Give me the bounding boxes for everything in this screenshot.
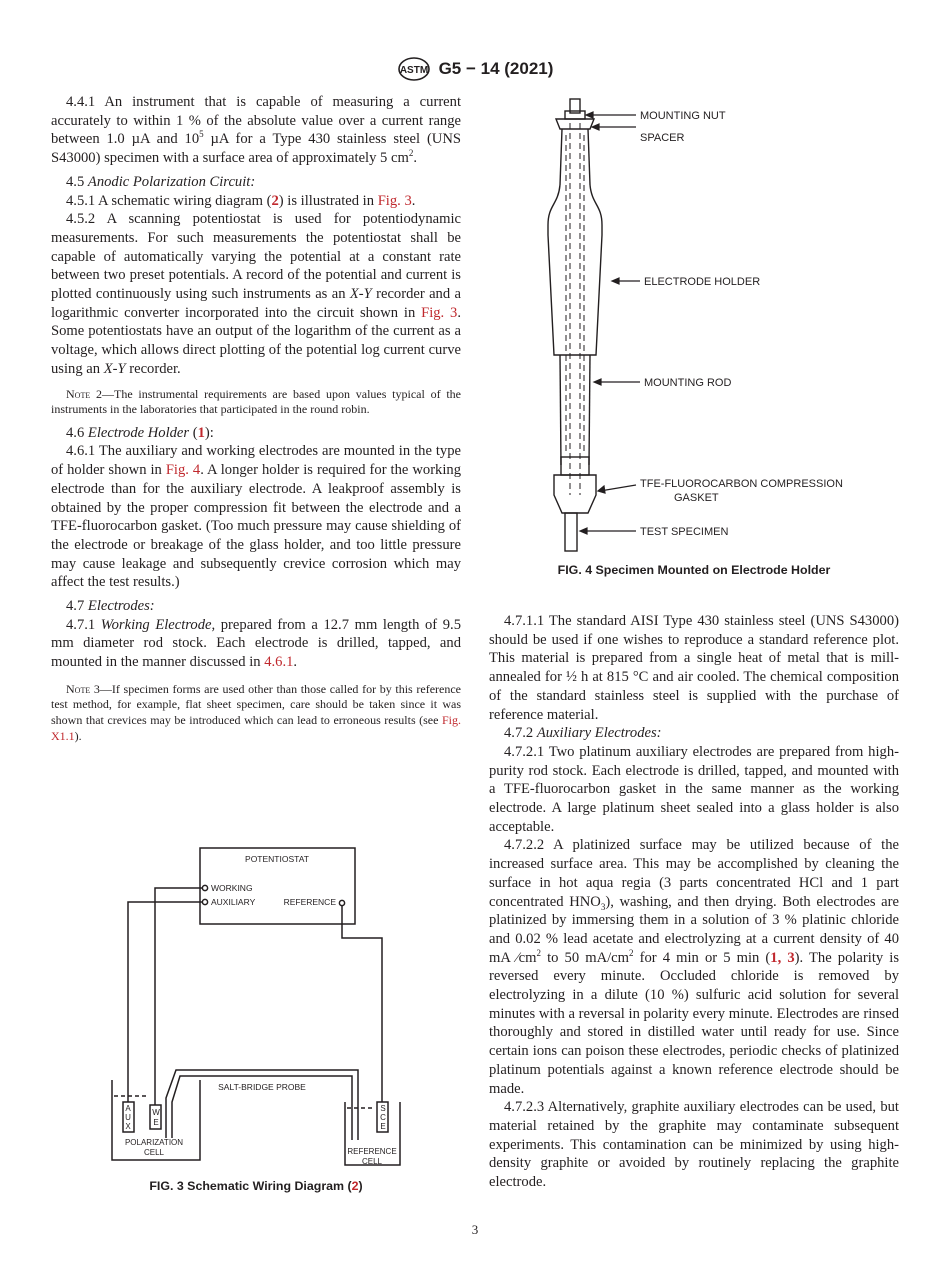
section-4-5-heading: 4.5 Anodic Polarization Circuit: — [66, 173, 256, 190]
polarization-cell-label: POLARIZATION — [124, 1138, 184, 1147]
para-4-5-1: 4.5.1 A schematic wiring diagram (2) is illustrated in Fig. 3. — [66, 192, 416, 209]
auxiliary-label: AUXILIARY — [211, 897, 256, 907]
polarization-cell-label: CELL — [143, 1148, 165, 1157]
electrode-holder-label: ELECTRODE HOLDER — [644, 276, 761, 288]
para-4-7-1: 4.7.1 Working Electrode, prepared from a 12.7 mm length of 9.5 mm diameter rod stock. Each electrode is drilled, tapped, and mounted in the manner discussed in 4.6.1. — [51, 616, 461, 671]
fig-3-caption: FIG. 3 Schematic Wiring Diagram (2) — [149, 1179, 363, 1193]
test-specimen-label: TEST SPECIMEN — [640, 526, 729, 538]
mounting-nut-label: MOUNTING NUT — [640, 110, 726, 122]
astm-logo-text: ASTM — [399, 65, 428, 76]
fig-3-link[interactable]: Fig. 3 — [421, 304, 458, 321]
gasket-label-line-2: GASKET — [674, 492, 719, 504]
reference-label: REFERENCE — [283, 897, 336, 907]
we-letter: W — [152, 1108, 160, 1117]
note-3: Note 3—If specimen forms are used other than those called for by this reference test method, for example, flat sheet specimen, care should be taken since it was shown that crevices may be introduced which can lead to erroneous results (see Fig. X1.1). — [51, 681, 462, 743]
fig-4-link[interactable]: Fig. 4 — [165, 462, 201, 479]
para-4-7-2-3: 4.7.2.3 Alternatively, graphite auxiliary electrodes can be used, but material retained by the graphite may contaminate subsequent experiments. This contamination can be minimized by using high-density graphite or avoided by routinely replacing the graphite electrode. — [489, 1099, 899, 1191]
para-4-7-1-1: 4.7.1.1 The standard AISI Type 430 stainless steel (UNS S43000) should be used if one wishes to reproduce a standard reference plot. This material is prepared from a single heat of metal that is mill-annealed for ½ h at 815 °C and air cooled. The chemical composition of the standard stainless steel is supplied with the purchase of reference material. — [489, 613, 899, 723]
fig-4-caption: FIG. 4 Specimen Mounted on Electrode Holder — [557, 563, 831, 577]
section-4-6-heading: 4.6 Electrode Holder (1): — [66, 424, 214, 441]
working-label: WORKING — [211, 883, 253, 893]
page-header — [0, 56, 950, 87]
document-designation: G5 − 14 (2021) — [438, 59, 554, 78]
para-4-5-2: 4.5.2 A scanning potentiostat is used for potentiodynamic measurements. For such measurements the potentiostat shall be capable of automatically varying the potential at a constant rate between two preset potentials. A record of the potential and current is plotted continuously using such instruments as an X-Y recorder and a logarithmic converter incorporated into the circuit shown in Fig. 3. Some potentiostats have an output of the logarithm of the current as a voltage, which allows direct plotting of the potential log current curve using an X-Y recorder. — [51, 211, 462, 377]
ref-link-2[interactable]: 2 — [351, 1179, 359, 1193]
para-4-6-1: 4.6.1 The auxiliary and working electrodes are mounted in the type of holder shown in Fig. 4. A longer holder is required for the working electrode than for the auxiliary electrode. A leakproof assembly is obtained by the proper compression fit between the electrode and a TFE-fluorocarbon gasket. (Too much pressure may cause shielding of the electrode or breakage of the glass holder, and too little pressure may cause leakage and subsequently crevice corrosion which may affect the test results.) — [51, 443, 461, 591]
reference-cell-label: REFERENCE — [347, 1147, 397, 1156]
fig-3-link[interactable]: Fig. 3 — [377, 192, 412, 209]
fig-4-electrode-holder — [540, 95, 860, 555]
para-4-7-2-1: 4.7.2.1 Two platinum auxiliary electrodes are prepared from high-purity rod stock. Each electrode is drilled, tapped, and mounted with a TFE-fluorocarbon gasket in the same manner as the working electrode. A large platinum sheet sealed into a glass holder is also acceptable. — [489, 743, 899, 835]
section-4-7-2-heading: 4.7.2 Auxiliary Electrodes: — [504, 725, 662, 742]
fig-x1-1-link[interactable]: Fig. X1.1 — [51, 713, 461, 743]
aux-letter: A — [125, 1104, 131, 1113]
sce-letter: E — [380, 1122, 386, 1131]
section-4-7-heading: 4.7 Electrodes: — [66, 598, 155, 615]
note-2: Note 2—The instrumental requirements are based upon values typical of the instruments in the laboratories that participated in the round robin. — [51, 386, 462, 417]
ref-link-1[interactable]: 1 — [197, 424, 205, 441]
para-4-4-1: 4.4.1 An instrument that is capable of measuring a current accurately to within 1 % of the absolute value over a current range between 1.0 µA and $10^5$ µA for a Type 430 stainless steel (UNS S43000) specimen with a surface area of approximately 5 $cm^2$. — [51, 94, 462, 167]
page-number: 3 — [471, 1222, 479, 1237]
sce-letter: C — [380, 1113, 386, 1122]
ref-link-1-3[interactable]: 1, 3 — [770, 949, 795, 966]
potentiostat-label: POTENTIOSTAT — [245, 854, 309, 864]
reference-cell-label: CELL — [361, 1157, 383, 1166]
fig-3-wiring-diagram — [100, 840, 410, 1170]
ref-link-2[interactable]: 2 — [271, 192, 279, 209]
aux-letter: U — [125, 1113, 131, 1122]
gasket-label: TFE-FLUOROCARBON COMPRESSION — [640, 478, 843, 490]
aux-letter: X — [125, 1122, 131, 1131]
we-letter: E — [153, 1118, 159, 1127]
para-4-7-2-2: 4.7.2.2 A platinized surface may be utilized because of the increased surface area. This may be accomplished by cleaning the surface in hot aqua regia (3 parts concentrated HCl and 1 part concentrated $HNO_3$), washing, and then drying. Both electrodes are platinized by immersing them in a solution of 3 % platinic chloride and 0.02 % lead acetate and electrolyzing at a current density of 40 mA $⁄cm^2$ to 50 $mA/cm^2$ for 4 min or 5 min (1, 3). The polarity is reversed every minute. Occluded chloride is removed by electrolyzing in a dilute (10 %) sulfuric acid solution for several minutes with a reversal in polarity every minute. Electrodes are rinsed thoroughly and stored in distilled water until ready for use. Since certain ions can poison these electrodes, periodic checks of platinized platinum potentials against a known reference electrode should be made. — [489, 837, 900, 1097]
astm-logo-icon — [397, 56, 431, 82]
spacer-label: SPACER — [640, 132, 685, 144]
left-column — [51, 93, 461, 750]
salt-bridge-label: SALT-BRIDGE PROBE — [218, 1082, 306, 1092]
mounting-rod-label: MOUNTING ROD — [644, 377, 732, 389]
right-column — [489, 612, 899, 1192]
section-4-6-1-link[interactable]: 4.6.1 — [264, 654, 294, 671]
sce-letter: S — [380, 1104, 386, 1113]
